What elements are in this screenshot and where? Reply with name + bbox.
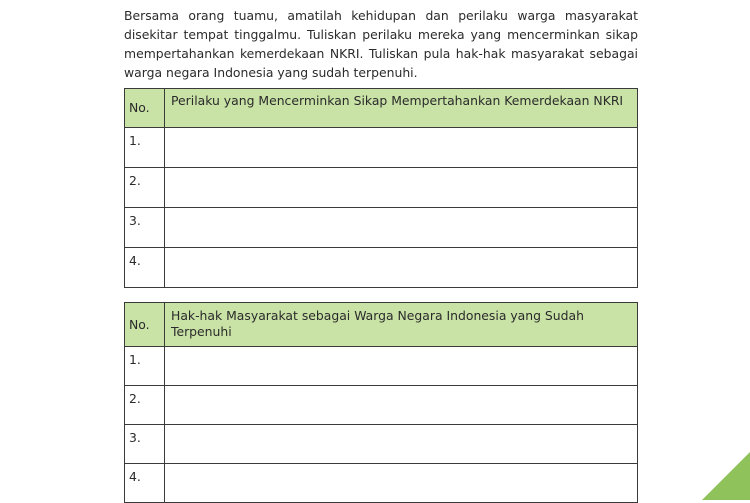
table-row	[125, 425, 638, 464]
answer-cell[interactable]	[165, 208, 638, 248]
row-number: 3.	[125, 208, 165, 248]
rights-table	[124, 302, 638, 503]
row-number: 3.	[125, 425, 165, 464]
no-column-header: No.	[125, 89, 165, 128]
table-row	[125, 248, 638, 288]
table-header-row	[125, 303, 638, 347]
answer-cell[interactable]	[165, 248, 638, 288]
table-row	[125, 168, 638, 208]
answer-cell[interactable]	[165, 425, 638, 464]
behavior-column-header: Perilaku yang Mencerminkan Sikap Mempertahankan Kemerdekaan NKRI	[165, 89, 638, 128]
answer-cell[interactable]	[165, 386, 638, 425]
row-number: 1.	[125, 347, 165, 386]
behavior-table	[124, 88, 638, 288]
rights-column-header: Hak-hak Masyarakat sebagai Warga Negara Indonesia yang Sudah Terpenuhi	[165, 303, 638, 347]
answer-cell[interactable]	[165, 128, 638, 168]
corner-decoration	[702, 452, 750, 500]
no-column-header: No.	[125, 303, 165, 347]
row-number: 2.	[125, 168, 165, 208]
table-row	[125, 464, 638, 503]
answer-cell[interactable]	[165, 168, 638, 208]
table-row	[125, 386, 638, 425]
row-number: 1.	[125, 128, 165, 168]
instructions-paragraph: Bersama orang tuamu, amatilah kehidupan dan perilaku warga masyarakat disekitar tempat tinggalmu. Tuliskan perilaku mereka yang mencerminkan sikap mempertahankan kemerdekaan NKRI. Tuliskan pula hak-hak masyarakat sebagai warga negara Indonesia yang sudah terpenuhi.	[124, 8, 638, 80]
table-row	[125, 128, 638, 168]
row-number: 2.	[125, 386, 165, 425]
row-number: 4.	[125, 464, 165, 503]
answer-cell[interactable]	[165, 347, 638, 386]
table-row	[125, 347, 638, 386]
answer-cell[interactable]	[165, 464, 638, 503]
row-number: 4.	[125, 248, 165, 288]
table-header-row	[125, 89, 638, 128]
table-row	[125, 208, 638, 248]
